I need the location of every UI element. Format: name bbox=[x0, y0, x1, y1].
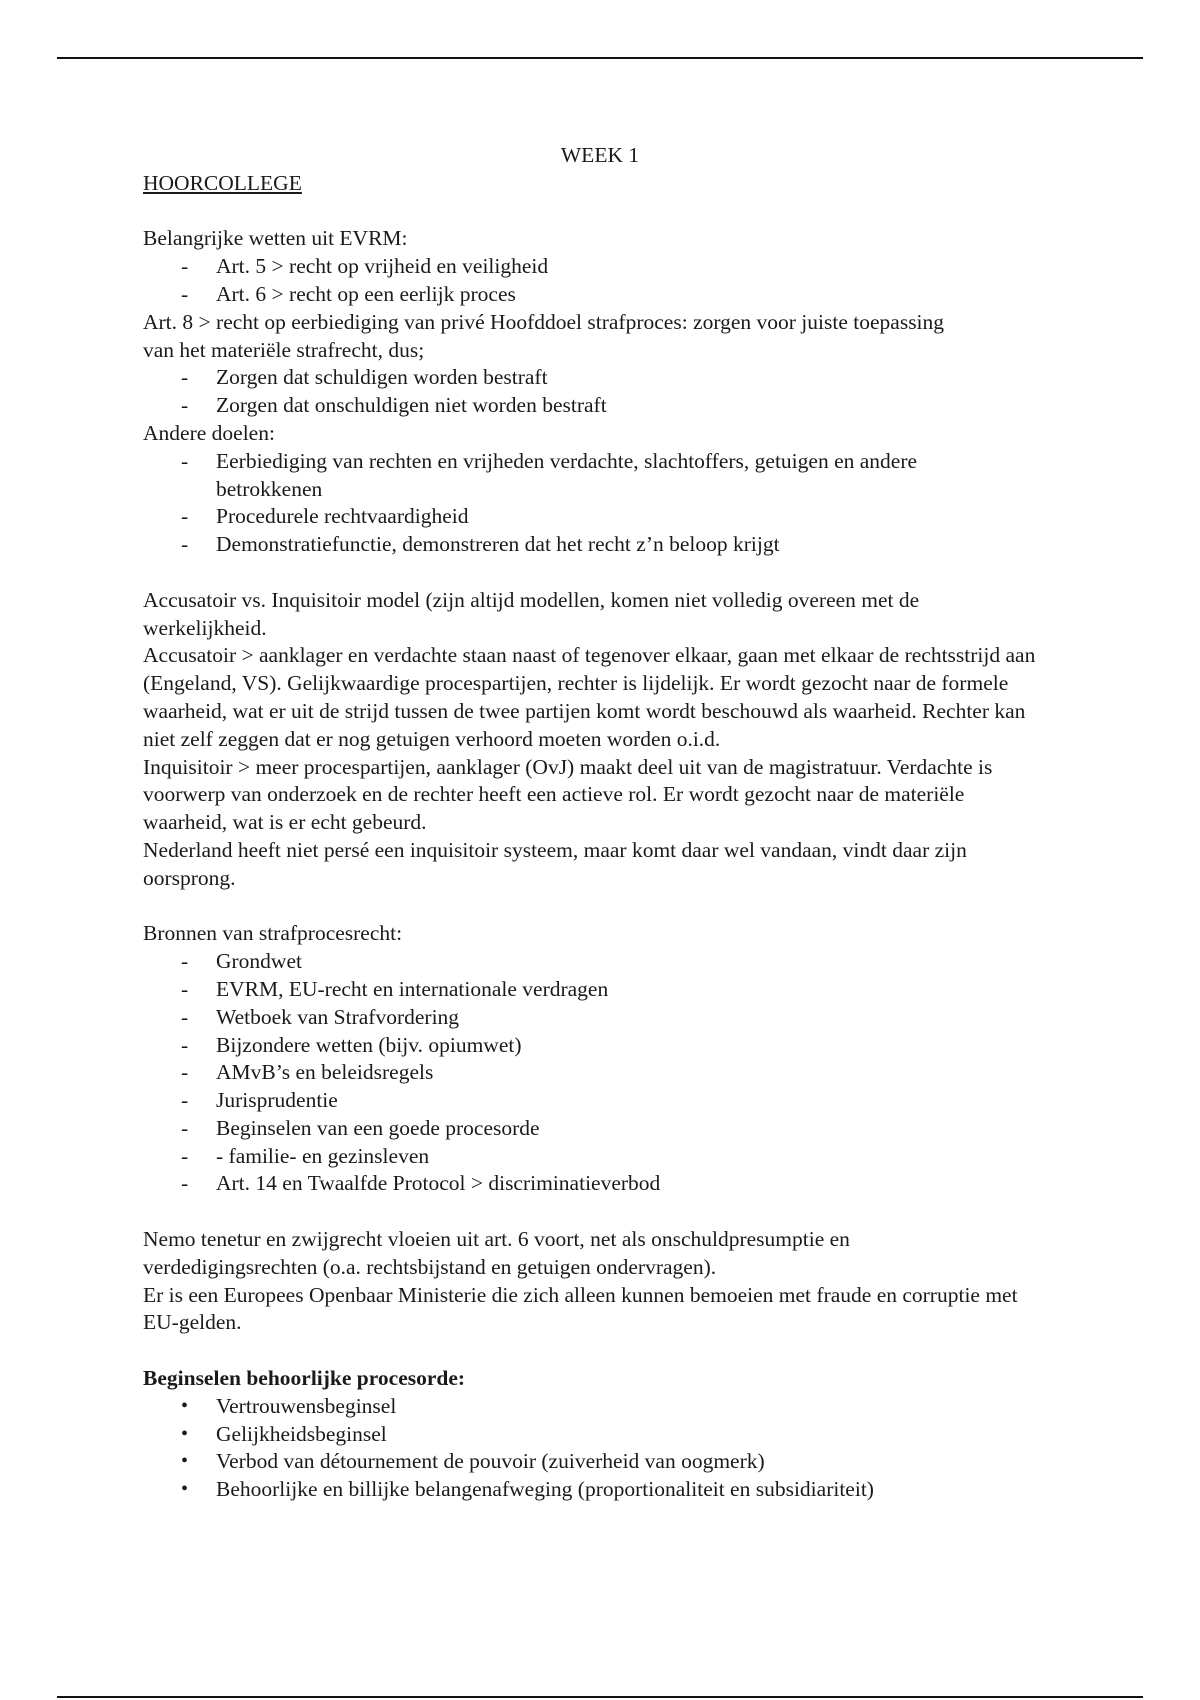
models-intro: Accusatoir vs. Inquisitoir model (zijn altijd modellen, komen niet volledig overeen met de werkelijkheid. bbox=[143, 587, 920, 640]
evrm-intro: Belangrijke wetten uit EVRM: bbox=[143, 226, 408, 251]
list-item-text: Wetboek van Strafvordering bbox=[216, 1004, 460, 1029]
art8-line-cont: van het materiële strafrecht, dus; bbox=[143, 337, 425, 362]
list-item-text: Art. 14 en Twaalfde Protocol > discriminatieverbod bbox=[216, 1171, 661, 1196]
list-item bbox=[143, 1421, 1083, 1449]
list-item bbox=[143, 1448, 1083, 1476]
list-item-text: Demonstratiefunctie, demonstreren dat het recht z’n beloop krijgt bbox=[216, 532, 780, 557]
principles-heading: Beginselen behoorlijke procesorde: bbox=[143, 1366, 466, 1391]
list-item-text: Bijzondere wetten (bijv. opiumwet) bbox=[216, 1032, 522, 1057]
list-item-text: Art. 6 > recht op een eerlijk proces bbox=[216, 281, 516, 306]
list-item bbox=[143, 281, 1083, 309]
dash-marker: - bbox=[181, 254, 189, 279]
list-item bbox=[143, 364, 1083, 392]
dash-marker: - bbox=[181, 1115, 189, 1140]
sources-intro: Bronnen van strafprocesrecht: bbox=[143, 921, 403, 946]
bullet-marker: • bbox=[181, 1422, 189, 1445]
list-item-text: Eerbiediging van rechten en vrijheden verdachte, slachtoffers, getuigen en andere betrokkenen bbox=[216, 448, 918, 501]
bullet-marker: • bbox=[181, 1394, 189, 1417]
list-item bbox=[143, 1170, 1083, 1198]
list-item bbox=[143, 1393, 1083, 1421]
dash-marker: - bbox=[181, 504, 189, 529]
dash-marker: - bbox=[181, 393, 189, 418]
list-item bbox=[143, 1004, 1083, 1032]
dash-marker: - bbox=[181, 1032, 189, 1057]
netherlands-paragraph: Nederland heeft niet persé een inquisitoir systeem, maar komt daar wel vandaan, vindt daar zijn oorsprong. bbox=[143, 837, 967, 890]
dash-marker: - bbox=[181, 448, 189, 473]
list-item bbox=[143, 1087, 1083, 1115]
dash-marker: - bbox=[181, 1088, 189, 1113]
list-item-text: Zorgen dat schuldigen worden bestraft bbox=[216, 365, 548, 390]
list-item-text: Vertrouwensbeginsel bbox=[216, 1393, 397, 1418]
dash-marker: - bbox=[181, 532, 189, 557]
list-item-text: Art. 5 > recht op vrijheid en veiligheid bbox=[216, 254, 549, 279]
list-item bbox=[143, 448, 1011, 504]
other-goals-list bbox=[143, 448, 1083, 559]
art8-line: Art. 8 > recht op eerbiediging van privé Hoofddoel strafproces: zorgen voor juiste toepassing bbox=[143, 309, 945, 334]
list-item bbox=[143, 503, 1083, 531]
bullet-marker: • bbox=[181, 1478, 189, 1501]
dash-marker: - bbox=[181, 1171, 189, 1196]
nemo-paragraph: Nemo tenetur en zwijgrecht vloeien uit art. 6 voort, net als onschuldpresumptie en verdedigingsrechten (o.a. rechtsbijstand en getuigen ondervragen). bbox=[143, 1227, 850, 1279]
list-item-text: - familie- en gezinsleven bbox=[216, 1143, 430, 1168]
list-item bbox=[143, 976, 1083, 1004]
inquisitoir-paragraph: Inquisitoir > meer procespartijen, aanklager (OvJ) maakt deel uit van de magistratuur. Verdachte is voorwerp van onderzoek en de rechter heeft een actieve rol. Er wordt gezocht naar de materiële waarheid, wat is er echt gebeurd. bbox=[143, 754, 993, 835]
sources-list bbox=[143, 948, 1083, 1198]
list-item-text: Behoorlijke en billijke belangenafweging (proportionaliteit en subsidiariteit) bbox=[216, 1477, 874, 1502]
page-title-text: WEEK 1 bbox=[560, 143, 640, 167]
section-heading: HOORCOLLEGE bbox=[143, 170, 302, 195]
list-item bbox=[143, 1143, 1083, 1171]
list-item-text: Procedurele rechtvaardigheid bbox=[216, 504, 469, 529]
top-rule bbox=[57, 57, 1143, 59]
dash-marker: - bbox=[181, 281, 189, 306]
dash-marker: - bbox=[181, 1004, 189, 1029]
list-item-text: Jurisprudentie bbox=[216, 1088, 338, 1113]
goals-list bbox=[143, 364, 1083, 420]
other-goals-label: Andere doelen: bbox=[143, 420, 275, 445]
accusatoir-paragraph: Accusatoir > aanklager en verdachte staan naast of tegenover elkaar, gaan met elkaar de rechtsstrijd aan (Engeland, VS). Gelijkwaardige procespartijen, rechter is lijdelijk. Er wordt gezocht naar de formele waarheid, wat er uit de strijd tussen de twee partijen komt wordt beschouwd als waarheid. Rechter kan niet zelf zeggen dat er nog getuigen verhoord moeten worden o.i.d. bbox=[143, 643, 1036, 751]
bullet-marker: • bbox=[181, 1450, 189, 1473]
list-item bbox=[143, 531, 1083, 559]
evrm-list bbox=[143, 253, 1083, 309]
list-item bbox=[143, 1032, 1083, 1060]
document-body bbox=[143, 142, 1083, 1504]
principles-list bbox=[143, 1393, 1083, 1504]
list-item bbox=[143, 253, 1083, 281]
list-item-text: Grondwet bbox=[216, 949, 302, 974]
list-item-text: Beginselen van een goede procesorde bbox=[216, 1115, 540, 1140]
dash-marker: - bbox=[181, 949, 189, 974]
dash-marker: - bbox=[181, 976, 189, 1001]
dash-marker: - bbox=[181, 365, 189, 390]
list-item bbox=[143, 1059, 1083, 1087]
list-item-text: Gelijkheidsbeginsel bbox=[216, 1421, 387, 1446]
bottom-rule bbox=[57, 1696, 1143, 1698]
list-item-text: Verbod van détournement de pouvoir (zuiverheid van oogmerk) bbox=[216, 1449, 765, 1474]
list-item-text: AMvB’s en beleidsregels bbox=[216, 1060, 434, 1085]
dash-marker: - bbox=[181, 1060, 189, 1085]
list-item-text: Zorgen dat onschuldigen niet worden bestraft bbox=[216, 393, 607, 418]
list-item bbox=[143, 392, 1083, 420]
page-title bbox=[0, 142, 1200, 170]
eom-paragraph: Er is een Europees Openbaar Ministerie die zich alleen kunnen bemoeien met fraude en corruptie met EU-gelden. bbox=[143, 1282, 1018, 1335]
dash-marker: - bbox=[181, 1143, 189, 1168]
list-item bbox=[143, 1115, 1083, 1143]
list-item bbox=[143, 1476, 1083, 1504]
list-item bbox=[143, 948, 1083, 976]
list-item-text: EVRM, EU-recht en internationale verdragen bbox=[216, 976, 609, 1001]
